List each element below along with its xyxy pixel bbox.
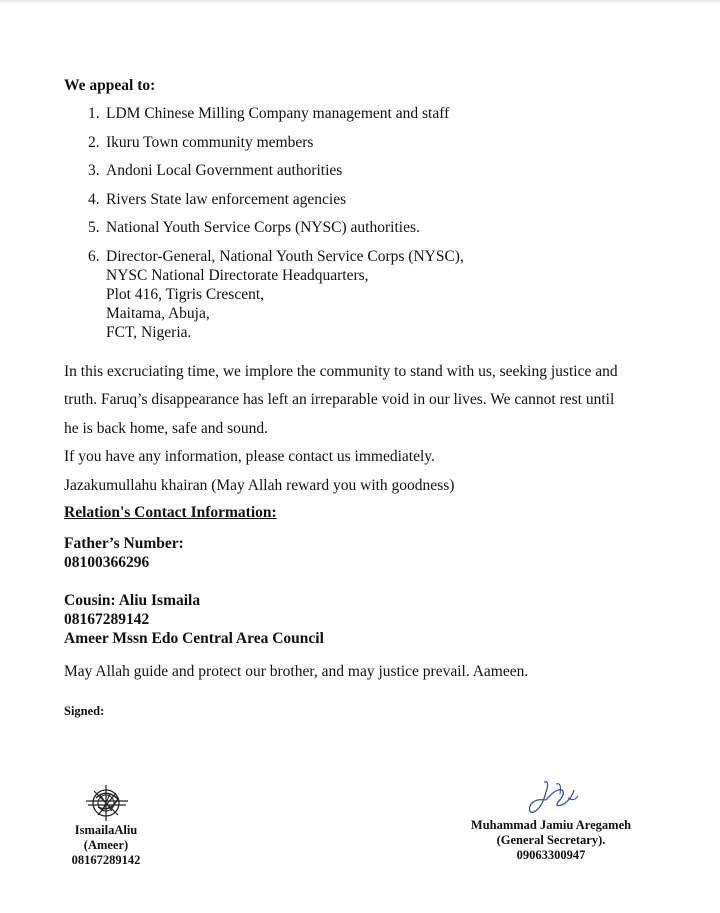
signatory-right [458, 778, 644, 863]
appeal-item [64, 104, 664, 123]
appeal-item-text: Rivers State law enforcement agencies [106, 190, 347, 208]
appeal-item-number: 5. [88, 219, 100, 236]
appeal-heading: We appeal to: [64, 77, 156, 94]
signatory-name: Muhammad Jamiu Aregameh [470, 818, 632, 832]
appeal-item [64, 190, 664, 209]
appeal-item-text: Director-General, National Youth Service Corps (NYSC), NYSC National Directorate Headquarters, Plot 416, Tigris Crescent, Maitama, Abuja, FCT, Nigeria. [106, 247, 464, 341]
signed-label: Signed: [64, 704, 105, 718]
father-number: 08100366296 [64, 554, 150, 571]
appeal-item-number: 2. [88, 133, 100, 151]
cousin-number: 08167289142 [64, 611, 150, 628]
closing-prayer: May Allah guide and protect our brother, and may justice prevail. Aameen. [64, 663, 529, 680]
appeal-paragraph [64, 358, 664, 527]
appeal-item-text: LDM Chinese Milling Company management and staff [106, 105, 450, 122]
appeal-item-text: Ikuru Town community members [106, 133, 314, 151]
paragraph-line: truth. Faruq’s disappearance has left an irreparable void in our lives. We cannot rest until [64, 391, 615, 408]
appeal-item [64, 133, 664, 152]
appeal-item-text: Andoni Local Government authorities [106, 162, 343, 179]
signatory-role: (General Secretary). [496, 833, 606, 847]
page-top-edge [0, 0, 720, 4]
appeal-item-number: 3. [88, 162, 100, 179]
signatory-left [66, 783, 146, 868]
signatory-name: IsmailaAliu [74, 823, 138, 837]
appeal-item-number: 4. [88, 190, 100, 208]
signatory-role: (Ameer) [83, 838, 129, 852]
signatory-phone: 09063300947 [516, 848, 586, 862]
cousin-title: Ameer Mssn Edo Central Area Council [64, 630, 324, 647]
contact-heading: Relation's Contact Information: [64, 504, 277, 521]
stamp-signature-icon [76, 783, 136, 823]
paragraph-line: In this excruciating time, we implore the community to stand with us, seeking justice and [64, 362, 618, 380]
signatory-phone: 08167289142 [71, 853, 141, 867]
appeal-item-number: 6. [88, 247, 100, 265]
father-label: Father’s Number: [64, 535, 184, 552]
contact-request-line: If you have any information, please contact us immediately. [64, 448, 435, 465]
cousin-label: Cousin: Aliu Ismaila [64, 592, 201, 609]
appeal-list [64, 104, 664, 342]
letter-body [64, 76, 664, 719]
appeal-item-number: 1. [88, 105, 100, 122]
blessing-line: Jazakumullahu khairan (May Allah reward you with goodness) [64, 476, 455, 494]
paragraph-line: he is back home, safe and sound. [64, 419, 269, 437]
appeal-item [64, 161, 664, 180]
appeal-item-text: National Youth Service Corps (NYSC) authorities. [106, 219, 420, 236]
appeal-item [64, 247, 664, 342]
handwritten-signature-icon [516, 778, 586, 818]
appeal-item [64, 218, 664, 237]
